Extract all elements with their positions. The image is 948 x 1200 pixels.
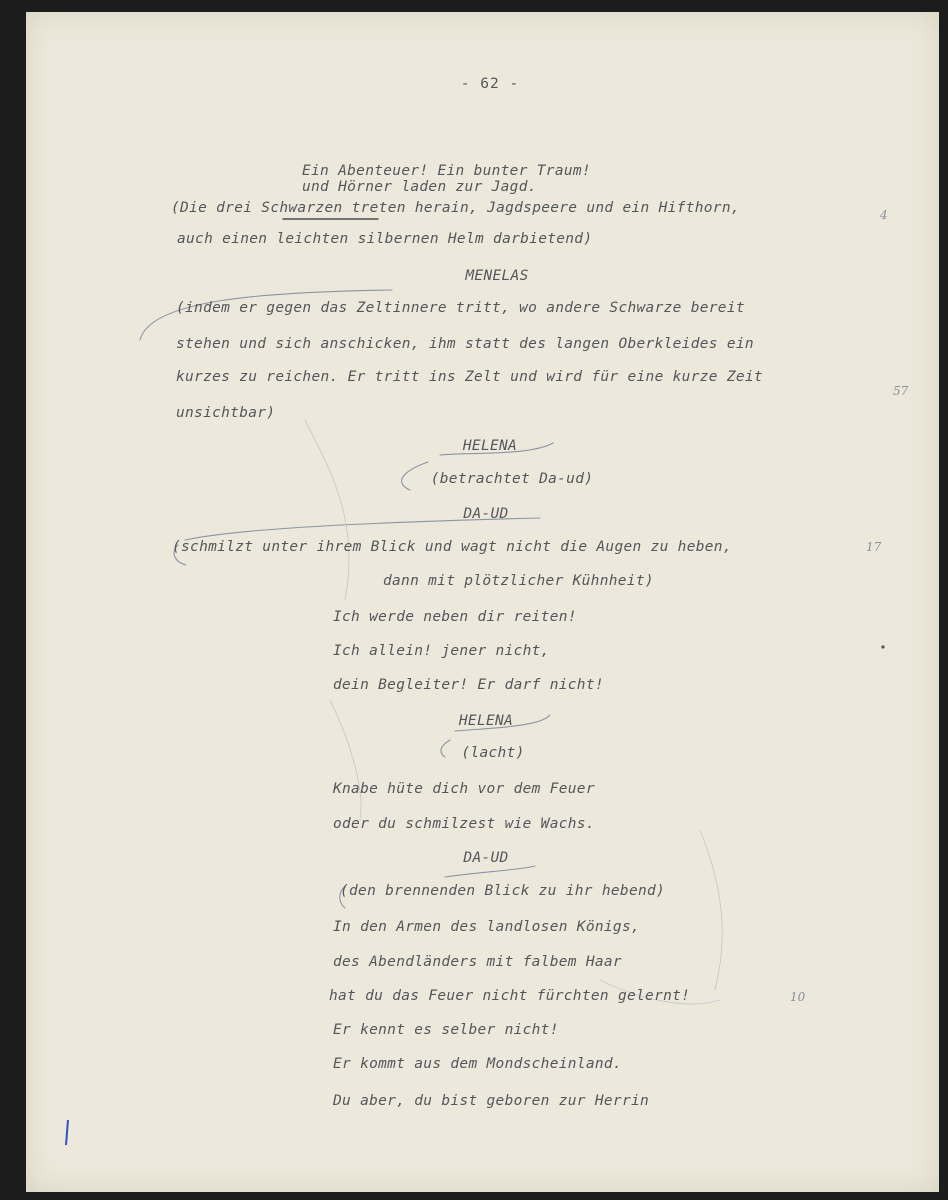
speaker-name: MENELAS xyxy=(465,268,529,284)
text-line: des Abendländers mit falbem Haar xyxy=(333,954,622,970)
margin-note: 4 xyxy=(880,208,888,222)
text-line: Ich werde neben dir reiten! xyxy=(333,609,577,625)
speaker-name: DA-UD xyxy=(463,850,509,866)
stage-direction: (lacht) xyxy=(461,745,525,761)
text-line: auch einen leichten silbernen Helm darbietend) xyxy=(177,231,593,247)
margin-note: 10 xyxy=(790,990,806,1004)
page-number: - 62 - xyxy=(460,76,520,92)
stage-direction: (den brennenden Blick zu ihr hebend) xyxy=(340,883,666,899)
text-line: kurzes zu reichen. Er tritt ins Zelt und wird für eine kurze Zeit xyxy=(176,369,763,385)
text-line: In den Armen des landlosen Königs, xyxy=(333,919,641,935)
text-line: dein Begleiter! Er darf nicht! xyxy=(333,677,604,693)
stage-direction: (betrachtet Da-ud) xyxy=(430,471,594,487)
speaker-name: HELENA xyxy=(462,438,518,454)
text-line: Er kennt es selber nicht! xyxy=(333,1022,559,1038)
text-line: Er kommt aus dem Mondscheinland. xyxy=(333,1056,622,1072)
text-line: unsichtbar) xyxy=(176,405,276,421)
margin-note: 17 xyxy=(866,540,882,554)
text-line: stehen und sich anschicken, ihm statt des langen Oberkleides ein xyxy=(176,336,754,352)
text-line: Knabe hüte dich vor dem Feuer xyxy=(333,781,595,797)
text-line: oder du schmilzest wie Wachs. xyxy=(333,816,595,832)
text-line: Ein Abenteuer! Ein bunter Traum! xyxy=(302,163,591,179)
speaker-name: HELENA xyxy=(458,713,514,729)
text-line: Ich allein! jener nicht, xyxy=(333,643,550,659)
text-line: dann mit plötzlicher Kühnheit) xyxy=(383,573,654,589)
text-line: (indem er gegen das Zeltinnere tritt, wo andere Schwarze bereit xyxy=(176,300,745,316)
speaker-name: DA-UD xyxy=(463,506,509,522)
text-line: hat du das Feuer nicht fürchten gelernt! xyxy=(329,988,691,1004)
text-line: und Hörner laden zur Jagd. xyxy=(302,179,537,195)
text-line: (Die drei Schwarzen treten herain, Jagdspeere und ein Hifthorn, xyxy=(171,200,740,216)
text-line: (schmilzt unter ihrem Blick und wagt nicht die Augen zu heben, xyxy=(172,539,732,555)
margin-note: 57 xyxy=(893,384,909,398)
text-line: Du aber, du bist geboren zur Herrin xyxy=(333,1093,650,1109)
